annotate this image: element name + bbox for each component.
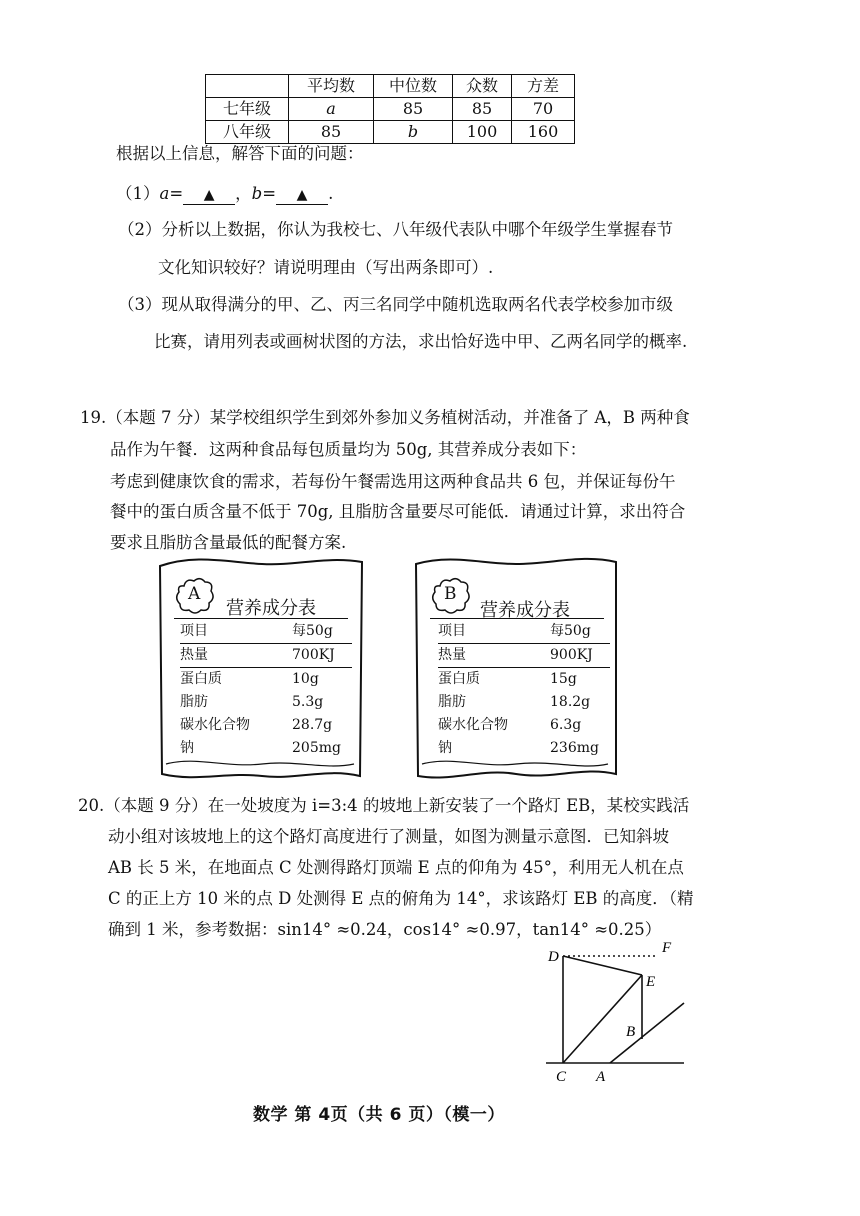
q18-part1-b-label: b= xyxy=(251,184,277,203)
q18-part1-end: . xyxy=(328,184,334,203)
label-b: B xyxy=(626,1024,636,1040)
table-cell: 15g xyxy=(550,671,577,687)
q18-part1 xyxy=(116,182,333,206)
table-row xyxy=(206,121,575,144)
nutrition-card-a xyxy=(156,552,368,784)
nutrition-table xyxy=(180,620,352,760)
table-row xyxy=(180,644,352,668)
table-cell: 85 xyxy=(289,121,374,144)
segment-ce xyxy=(563,975,642,1063)
q20-line4: C 的正上方 10 米的点 D 处测得 E 点的俯角为 14°，求该路灯 EB 的高度．（精 xyxy=(108,889,694,908)
q18-intro: 根据以上信息，解答下面的问题： xyxy=(116,144,364,163)
table-header-row xyxy=(180,620,352,644)
table-cell: 蛋白质 xyxy=(180,671,222,687)
q18-part1-number: （1） xyxy=(116,184,160,203)
q19-line4: 餐中的蛋白质含量不低于 70g, 且脂肪含量要尽可能低．请通过计算，求出符合 xyxy=(110,502,686,521)
badge-letter: B xyxy=(444,584,457,604)
label-d: D xyxy=(548,949,559,965)
table-cell: 6.3g xyxy=(550,717,582,733)
nutrition-card-b xyxy=(412,552,622,784)
table-cell: 脂肪 xyxy=(180,694,208,710)
table-cell: 100 xyxy=(453,121,512,144)
divider xyxy=(430,618,604,619)
table-cell: 热量 xyxy=(438,644,550,668)
table-cell: 项目 xyxy=(180,620,292,644)
table-row xyxy=(438,737,610,760)
table-cell: 70 xyxy=(512,98,575,121)
q18-part3-line1: （3）现从取得满分的甲、乙、丙三名同学中随机选取两名代表学校参加市级 xyxy=(118,295,673,314)
q19-line3: 考虑到健康饮食的需求，若每份午餐需选用这两种食品共 6 包，并保证每份午 xyxy=(110,472,676,491)
table-cell: 18.2g xyxy=(550,694,591,710)
table-header-row xyxy=(206,75,575,98)
table-cell: 160 xyxy=(512,121,575,144)
table-row xyxy=(206,98,575,121)
table-cell: 每50g xyxy=(550,620,610,644)
label-c: C xyxy=(556,1069,567,1085)
table-cell: 钠 xyxy=(438,740,452,756)
table-row xyxy=(438,714,610,737)
table-header-mode: 众数 xyxy=(453,75,512,98)
table-cell: 脂肪 xyxy=(438,694,466,710)
q19-line5: 要求且脂肪含量最低的配餐方案. xyxy=(110,533,347,552)
table-cell: 236mg xyxy=(550,740,599,756)
table-header-variance: 方差 xyxy=(512,75,575,98)
table-cell: a xyxy=(289,98,374,121)
table-cell: 700KJ xyxy=(292,644,352,668)
card-title: 营养成分表 xyxy=(480,600,570,621)
badge-letter: A xyxy=(188,584,201,604)
q20-line2: 动小组对该坡地上的这个路灯高度进行了测量，如图为测量示意图．已知斜坡 xyxy=(108,827,669,846)
q18-part2-line1: （2）分析以上数据，你认为我校七、八年级代表队中哪个年级学生掌握春节 xyxy=(118,220,673,239)
q19-line2: 品作为午餐．这两种食品每包质量均为 50g, 其营养成分表如下： xyxy=(110,440,587,459)
table-cell xyxy=(206,75,289,98)
statistics-table xyxy=(205,74,575,144)
q18-part3-line2: 比赛，请用列表或画树状图的方法，求出恰好选中甲、乙两名同学的概率. xyxy=(154,332,688,351)
label-f: F xyxy=(662,940,672,956)
q20-line1: 20.（本题 9 分）在一处坡度为 i=3:4 的坡地上新安装了一个路灯 EB，某校实践活 xyxy=(78,796,690,815)
q18-part2-line2: 文化知识较好？请说明理由（写出两条即可）. xyxy=(158,258,494,277)
table-row xyxy=(438,668,610,692)
table-cell: 碳水化合物 xyxy=(438,717,508,733)
table-header-row xyxy=(438,620,610,644)
slope-line xyxy=(610,1003,684,1063)
table-cell: 钠 xyxy=(180,740,194,756)
answer-blank-b: ▲ xyxy=(276,186,328,205)
q20-line5: 确到 1 米，参考数据：sin14° ≈0.24，cos14° ≈0.97，tan14° ≈0.25） xyxy=(108,920,662,939)
table-cell: 5.3g xyxy=(292,694,324,710)
table-cell: 七年级 xyxy=(206,98,289,121)
q18-part1-sep: ， xyxy=(235,184,252,203)
card-title: 营养成分表 xyxy=(226,598,316,619)
table-cell: 热量 xyxy=(180,644,292,668)
table-cell: b xyxy=(374,121,453,144)
label-a: A xyxy=(596,1069,606,1085)
table-header-mean: 平均数 xyxy=(289,75,374,98)
divider xyxy=(174,618,348,619)
table-cell: 项目 xyxy=(438,620,550,644)
table-row xyxy=(180,691,352,714)
slope-diagram xyxy=(530,935,700,1090)
q20-line3: AB 长 5 米，在地面点 C 处测得路灯顶端 E 点的仰角为 45°，利用无人机在点 xyxy=(108,858,684,877)
table-cell: 85 xyxy=(374,98,453,121)
label-e: E xyxy=(646,974,656,990)
table-row xyxy=(180,737,352,760)
answer-blank-a: ▲ xyxy=(183,186,235,205)
page-footer: 数学 第 4页（共 6 页）（模一） xyxy=(253,1105,505,1125)
table-cell: 10g xyxy=(292,671,319,687)
table-cell: 碳水化合物 xyxy=(180,717,250,733)
table-row xyxy=(438,691,610,714)
nutrition-table xyxy=(438,620,610,760)
table-cell: 蛋白质 xyxy=(438,671,480,687)
table-cell: 八年级 xyxy=(206,121,289,144)
table-cell: 900KJ xyxy=(550,644,610,668)
q18-part1-a-label: a= xyxy=(159,184,184,203)
segment-de xyxy=(563,956,642,975)
table-row xyxy=(180,714,352,737)
table-cell: 每50g xyxy=(292,620,352,644)
table-header-median: 中位数 xyxy=(374,75,453,98)
table-row xyxy=(438,644,610,668)
table-cell: 85 xyxy=(453,98,512,121)
table-row xyxy=(180,668,352,692)
table-cell: 205mg xyxy=(292,740,341,756)
table-cell: 28.7g xyxy=(292,717,333,733)
q19-line1: 19.（本题 7 分）某学校组织学生到郊外参加义务植树活动，并准备了 A，B 两种食 xyxy=(80,408,690,427)
